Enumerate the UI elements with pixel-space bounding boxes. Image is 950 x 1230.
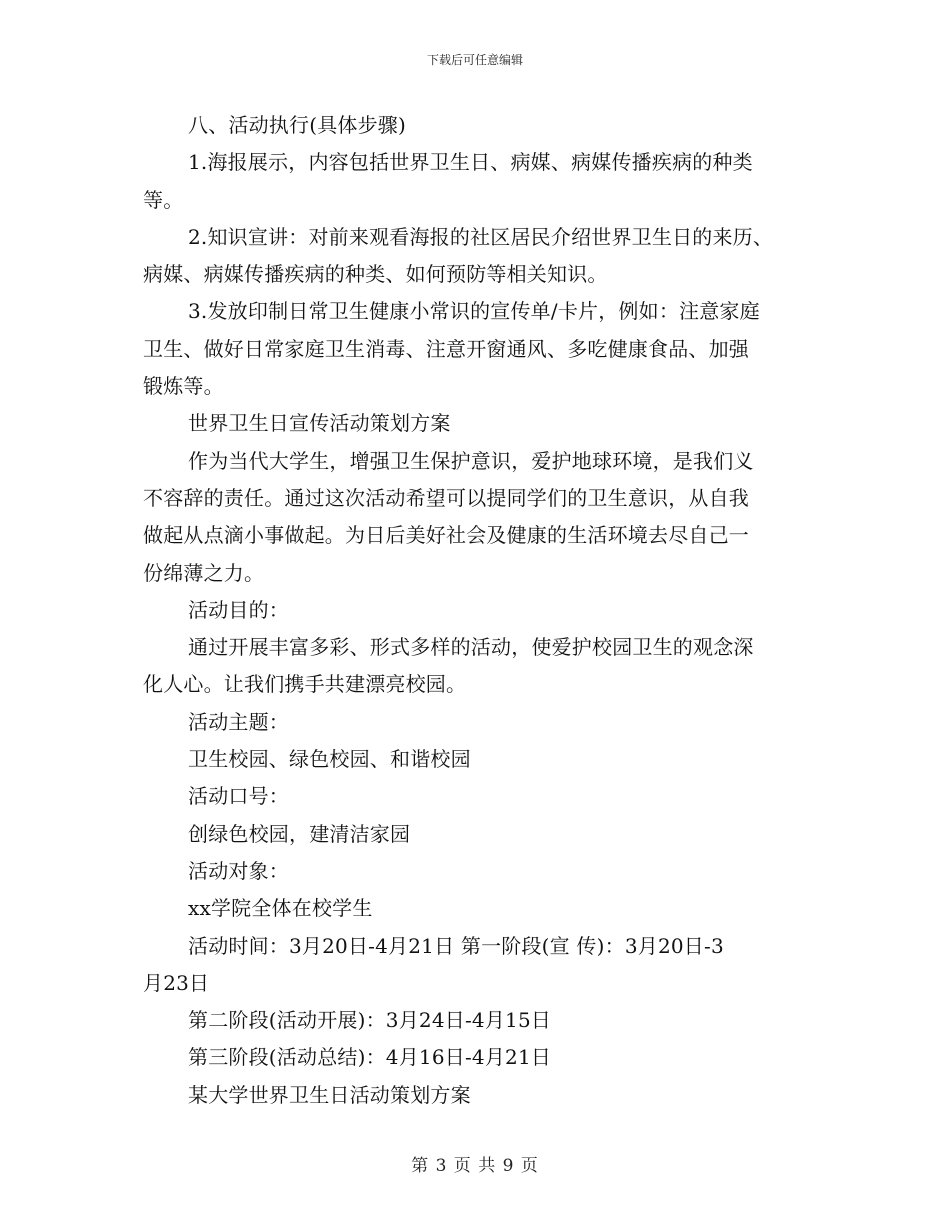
label-activity-slogan: 活动口号： — [188, 784, 289, 809]
paragraph-line: 锻炼等。 — [143, 374, 224, 399]
activity-audience-value: xx学院全体在校学生 — [188, 896, 373, 921]
phase-two-line: 第二阶段(活动开展)：3月24日-4月15日 — [188, 1008, 552, 1033]
paragraph-line: 化人心。让我们携手共建漂亮校园。 — [143, 672, 467, 697]
paragraph-line: 等。 — [143, 187, 184, 212]
paragraph-line: 1.海报展示，内容包括世界卫生日、病媒、病媒传播疾病的种类 — [188, 150, 753, 175]
document-body — [143, 107, 803, 1114]
section-title-university-plan: 某大学世界卫生日活动策划方案 — [188, 1082, 471, 1107]
paragraph-line: 做起从点滴小事做起。为日后美好社会及健康的生活环境去尽自己一 — [143, 523, 749, 548]
paragraph-line: 月23日 — [143, 970, 210, 995]
paragraph-line: 病媒、病媒传播疾病的种类、如何预防等相关知识。 — [143, 262, 608, 287]
paragraph-line: 通过开展丰富多彩、形式多样的活动，使爱护校园卫生的观念深 — [188, 635, 754, 660]
paragraph-line: 3.发放印制日常卫生健康小常识的宣传单/卡片，例如：注意家庭 — [188, 299, 760, 324]
phase-three-line: 第三阶段(活动总结)：4月16日-4月21日 — [188, 1045, 552, 1070]
section-title-plan: 世界卫生日宣传活动策划方案 — [188, 411, 451, 436]
paragraph-line: 份绵薄之力。 — [143, 560, 265, 585]
page-header: 下载后可任意编辑 — [426, 53, 523, 67]
paragraph-line: 不容辞的责任。通过这次活动希望可以提同学们的卫生意识，从自我 — [143, 485, 749, 510]
label-activity-purpose: 活动目的： — [188, 597, 289, 622]
paragraph-line: 卫生、做好日常家庭卫生消毒、注意开窗通风、多吃健康食品、加强 — [143, 336, 749, 361]
label-activity-audience: 活动对象： — [188, 858, 289, 883]
activity-time-line: 活动时间：3月20日-4月21日 第一阶段(宣 传)：3月20日-3 — [188, 933, 724, 958]
page-number: 第 3 页 共 9 页 — [411, 1156, 539, 1176]
section-heading-activity-execution: 八、活动执行(具体步骤) — [188, 113, 407, 137]
activity-theme-value: 卫生校园、绿色校园、和谐校园 — [188, 747, 471, 772]
activity-slogan-value: 创绿色校园，建清洁家园 — [188, 821, 411, 846]
label-activity-theme: 活动主题： — [188, 709, 289, 734]
paragraph-line: 2.知识宣讲：对前来观看海报的社区居民介绍世界卫生日的来历、 — [188, 224, 774, 249]
paragraph-line: 作为当代大学生，增强卫生保护意识，爱护地球环境，是我们义 — [188, 448, 754, 473]
